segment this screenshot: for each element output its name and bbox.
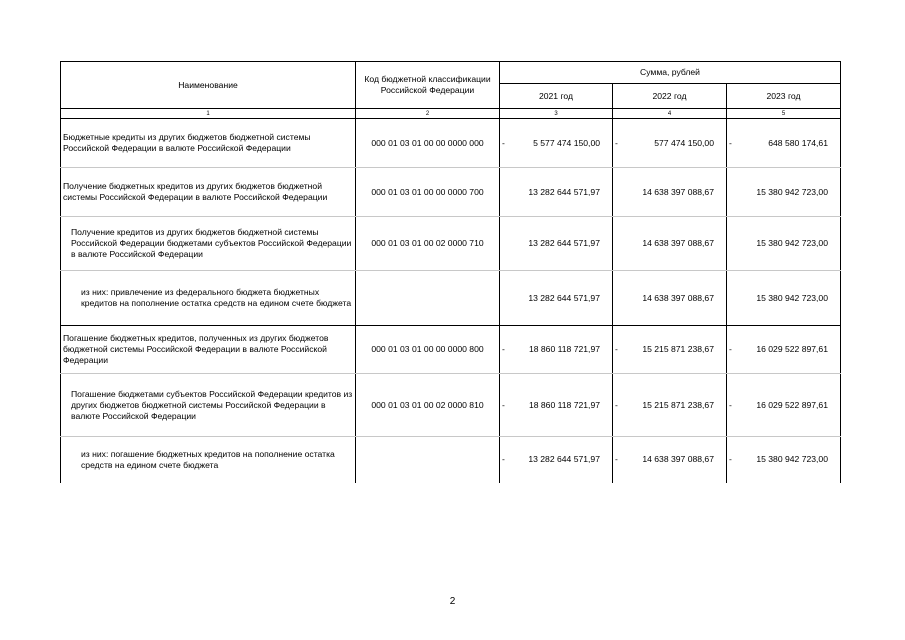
table-row [61, 326, 841, 374]
minus-sign: - [502, 344, 505, 354]
amount-value: 648 580 174,61 [768, 137, 828, 148]
header-code: Код бюджетной классификации Российской Федерации [356, 62, 500, 109]
row-name: Погашение бюджетных кредитов, полученных из других бюджетов бюджетной системы Российской Федерации в валюте Российской Федерации [61, 326, 356, 374]
minus-sign: - [615, 137, 618, 148]
row-amount-2021 [500, 119, 613, 168]
row-amount-2022 [613, 168, 727, 217]
minus-sign: - [729, 454, 732, 465]
minus-sign: - [615, 344, 618, 354]
table-row [61, 271, 841, 326]
row-name: Получение кредитов из других бюджетов бюджетной системы Российской Федерации бюджетами субъектов Российской Федерации в валюте Российской Федерации [61, 217, 356, 271]
row-name: Погашение бюджетами субъектов Российской Федерации кредитов из других бюджетов бюджетной системы Российской Федерации в валюте Российской Федерации [61, 374, 356, 437]
col-number-4: 4 [613, 109, 727, 119]
header-name: Наименование [61, 62, 356, 109]
col-number-3: 3 [500, 109, 613, 119]
row-amount-2023 [727, 168, 841, 217]
row-amount-2023 [727, 374, 841, 437]
amount-value: 18 860 118 721,97 [528, 399, 600, 410]
minus-sign: - [615, 399, 618, 410]
amount-value: 18 860 118 721,97 [528, 344, 600, 354]
header-sum: Сумма, рублей [500, 62, 841, 84]
row-code: 000 01 03 01 00 02 0000 810 [356, 374, 500, 437]
row-amount-2023 [727, 217, 841, 271]
table-row [61, 217, 841, 271]
row-amount-2021 [500, 437, 613, 483]
amount-value: 14 638 397 088,67 [642, 292, 714, 303]
amount-value: 15 380 942 723,00 [756, 292, 828, 303]
amount-value: 13 282 644 571,97 [528, 292, 600, 303]
amount-value: 16 029 522 897,61 [756, 344, 828, 354]
row-name: Бюджетные кредиты из других бюджетов бюджетной системы Российской Федерации в валюте Российской Федерации [61, 119, 356, 168]
row-code: 000 01 03 01 00 00 0000 800 [356, 326, 500, 374]
amount-value: 15 380 942 723,00 [756, 186, 828, 197]
minus-sign: - [729, 137, 732, 148]
row-amount-2021 [500, 217, 613, 271]
budget-credits-table [60, 61, 841, 483]
amount-value: 15 215 871 238,67 [642, 399, 714, 410]
row-code: 000 01 03 01 00 00 0000 700 [356, 168, 500, 217]
budget-table-container [60, 61, 840, 483]
amount-value: 577 474 150,00 [654, 137, 714, 148]
row-amount-2021 [500, 271, 613, 326]
row-amount-2022 [613, 374, 727, 437]
table-row [61, 119, 841, 168]
minus-sign: - [502, 399, 505, 410]
amount-value: 14 638 397 088,67 [642, 454, 714, 465]
header-year-2023: 2023 год [727, 84, 841, 109]
amount-value: 15 380 942 723,00 [756, 238, 828, 248]
amount-value: 13 282 644 571,97 [528, 454, 600, 465]
col-number-2: 2 [356, 109, 500, 119]
row-amount-2022 [613, 437, 727, 483]
row-amount-2022 [613, 217, 727, 271]
row-name: из них: привлечение из федерального бюджета бюджетных кредитов на пополнение остатка средств на едином счете бюджета [61, 271, 356, 326]
table-row [61, 168, 841, 217]
row-amount-2022 [613, 271, 727, 326]
page-number: 2 [449, 596, 456, 607]
amount-value: 16 029 522 897,61 [756, 399, 828, 410]
minus-sign: - [729, 399, 732, 410]
row-amount-2022 [613, 119, 727, 168]
row-amount-2021 [500, 168, 613, 217]
amount-value: 13 282 644 571,97 [528, 186, 600, 197]
minus-sign: - [615, 454, 618, 465]
row-amount-2021 [500, 374, 613, 437]
row-name: из них: погашение бюджетных кредитов на пополнение остатка средств на едином счете бюджета [61, 437, 356, 483]
table-row [61, 437, 841, 483]
row-code: 000 01 03 01 00 02 0000 710 [356, 217, 500, 271]
header-year-2022: 2022 год [613, 84, 727, 109]
amount-value: 15 215 871 238,67 [642, 344, 714, 354]
col-number-1: 1 [61, 109, 356, 119]
table-row [61, 374, 841, 437]
amount-value: 14 638 397 088,67 [642, 186, 714, 197]
header-year-2021: 2021 год [500, 84, 613, 109]
minus-sign: - [502, 137, 505, 148]
row-amount-2023 [727, 119, 841, 168]
amount-value: 15 380 942 723,00 [756, 454, 828, 465]
row-code [356, 271, 500, 326]
row-amount-2023 [727, 326, 841, 374]
row-code: 000 01 03 01 00 00 0000 000 [356, 119, 500, 168]
row-code [356, 437, 500, 483]
col-number-5: 5 [727, 109, 841, 119]
row-amount-2023 [727, 437, 841, 483]
amount-value: 14 638 397 088,67 [642, 238, 714, 248]
row-amount-2022 [613, 326, 727, 374]
minus-sign: - [502, 454, 505, 465]
minus-sign: - [729, 344, 732, 354]
row-amount-2023 [727, 271, 841, 326]
row-amount-2021 [500, 326, 613, 374]
amount-value: 5 577 474 150,00 [533, 137, 600, 148]
amount-value: 13 282 644 571,97 [528, 238, 600, 248]
row-name: Получение бюджетных кредитов из других бюджетов бюджетной системы Российской Федерации в валюте Российской Федерации [61, 168, 356, 217]
